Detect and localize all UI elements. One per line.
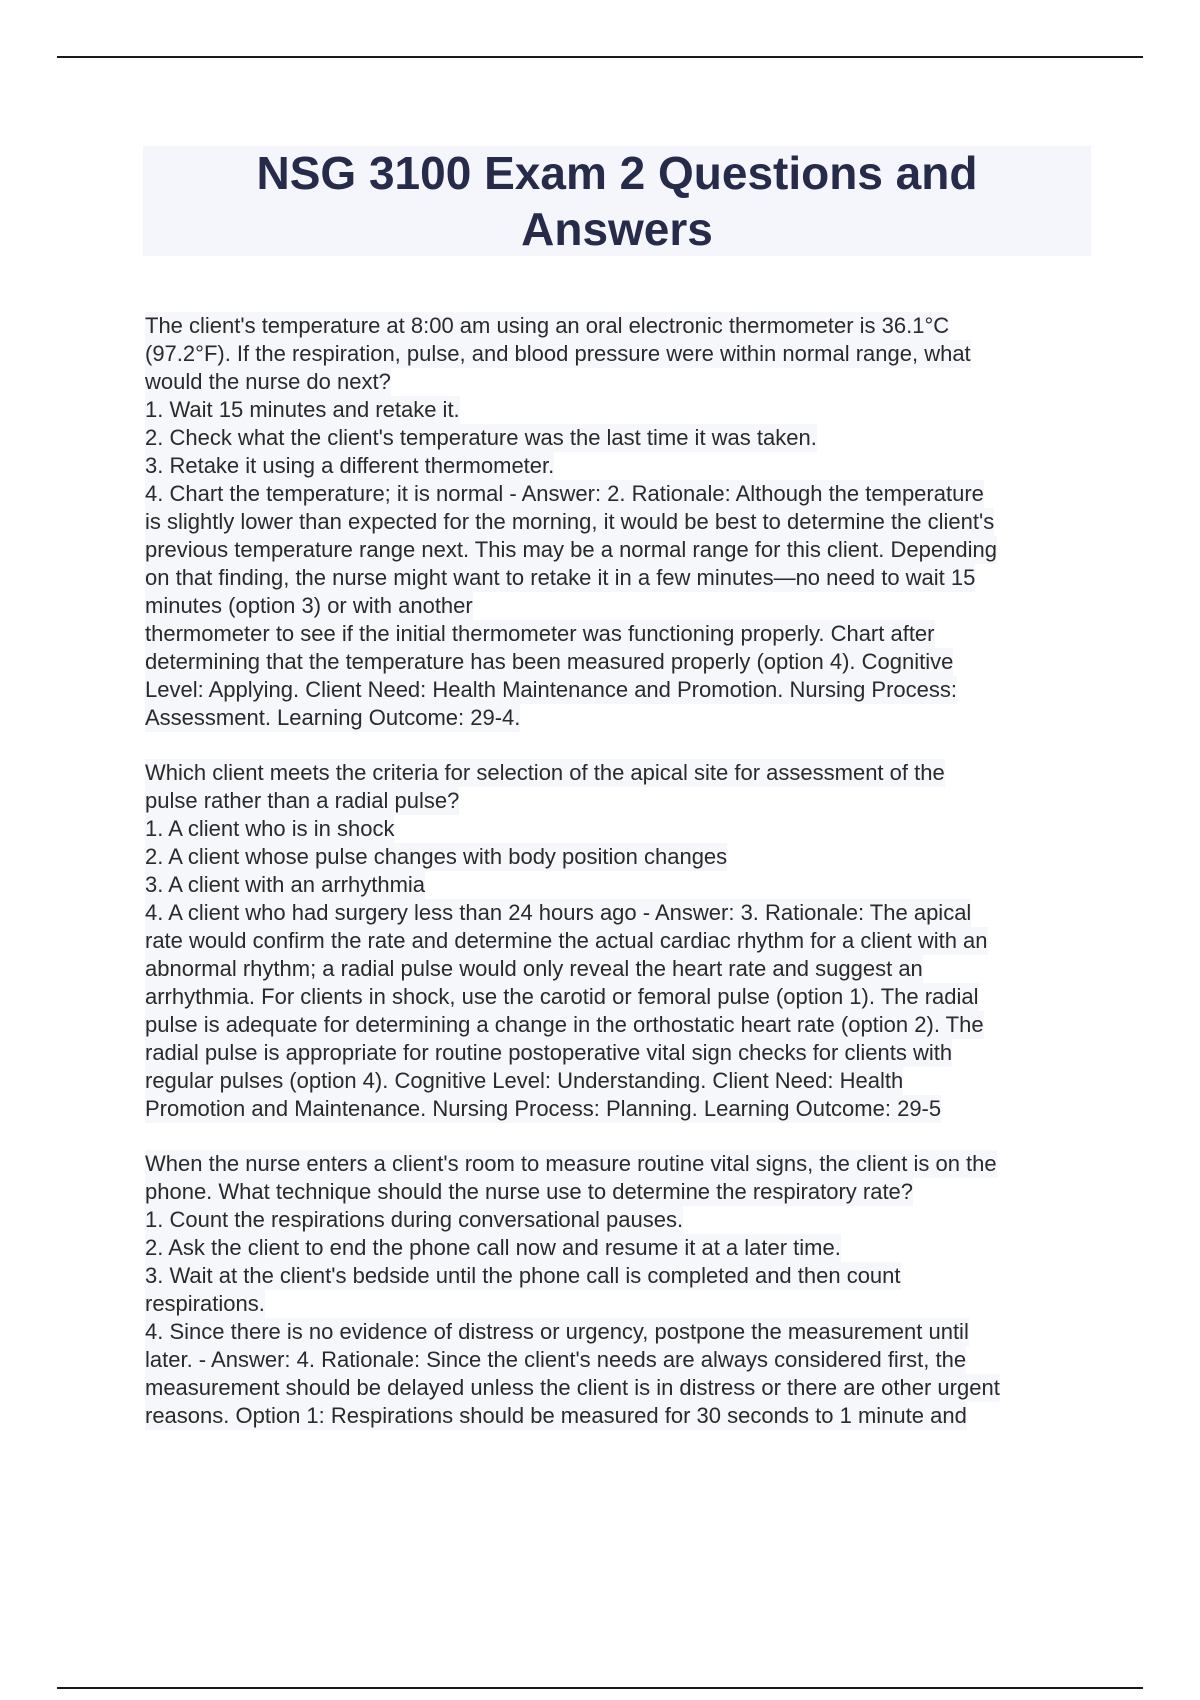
question-text-line: on that finding, the nurse might want to retake it in a few minutes—no need to wait 15 [145, 565, 976, 590]
question-text-line: would the nurse do next? [145, 369, 391, 394]
bottom-rule [57, 1687, 1143, 1689]
question-text-line: When the nurse enters a client's room to measure routine vital signs, the client is on the [145, 1151, 997, 1176]
question-text-line: Level: Applying. Client Need: Health Maintenance and Promotion. Nursing Process: [145, 677, 958, 702]
question-text-line: Assessment. Learning Outcome: 29-4. [145, 705, 521, 730]
question-text-line: 1. Count the respirations during conversational pauses. [145, 1207, 684, 1232]
question-block [145, 759, 1090, 1123]
question-text-line: 2. Check what the client's temperature was the last time it was taken. [145, 425, 817, 450]
question-text-line: phone. What technique should the nurse use to determine the respiratory rate? [145, 1179, 914, 1204]
question-text-line: measurement should be delayed unless the client is in distress or there are other urgent [145, 1375, 1000, 1400]
question-text-line: arrhythmia. For clients in shock, use the carotid or femoral pulse (option 1). The radial [145, 984, 979, 1009]
question-text-line: pulse is adequate for determining a change in the orthostatic heart rate (option 2). The [145, 1012, 984, 1037]
question-text-line: previous temperature range next. This may be a normal range for this client. Depending [145, 537, 997, 562]
document-body [145, 312, 1090, 1457]
question-text-line: minutes (option 3) or with another [145, 593, 473, 618]
question-text-line: 3. Retake it using a different thermometer. [145, 453, 555, 478]
question-text-line: 3. Wait at the client's bedside until the phone call is completed and then count [145, 1263, 901, 1288]
question-text-line: reasons. Option 1: Respirations should be measured for 30 seconds to 1 minute and [145, 1403, 967, 1428]
question-text-line: regular pulses (option 4). Cognitive Level: Understanding. Client Need: Health [145, 1068, 904, 1093]
question-text-line: Promotion and Maintenance. Nursing Process: Planning. Learning Outcome: 29-5 [145, 1096, 942, 1121]
question-text-line: The client's temperature at 8:00 am using an oral electronic thermometer is 36.1°C [145, 313, 950, 338]
question-text-line: is slightly lower than expected for the morning, it would be best to determine the client's [145, 509, 995, 534]
question-text-line: respirations. [145, 1291, 265, 1316]
question-block [145, 1150, 1090, 1430]
question-text-line: 4. Chart the temperature; it is normal - Answer: 2. Rationale: Although the temperature [145, 481, 984, 506]
top-rule [57, 56, 1143, 58]
question-text-line: thermometer to see if the initial thermometer was functioning properly. Chart after [145, 621, 935, 646]
question-text-line: 2. A client whose pulse changes with body position changes [145, 844, 728, 869]
question-text-line: (97.2°F). If the respiration, pulse, and blood pressure were within normal range, what [145, 341, 971, 366]
page-title: NSG 3100 Exam 2 Questions and Answers [256, 147, 978, 255]
question-text-line: rate would confirm the rate and determine the actual cardiac rhythm for a client with an [145, 928, 988, 953]
question-text-line: radial pulse is appropriate for routine postoperative vital sign checks for clients with [145, 1040, 953, 1065]
question-block [145, 312, 1090, 732]
question-text-line: 1. A client who is in shock [145, 816, 395, 841]
question-text-line: 1. Wait 15 minutes and retake it. [145, 397, 460, 422]
title-banner [143, 146, 1091, 256]
question-text-line: Which client meets the criteria for selection of the apical site for assessment of the [145, 760, 945, 785]
question-text-line: 4. A client who had surgery less than 24 hours ago - Answer: 3. Rationale: The apical [145, 900, 972, 925]
question-text-line: determining that the temperature has been measured properly (option 4). Cognitive [145, 649, 954, 674]
question-text-line: 4. Since there is no evidence of distress or urgency, postpone the measurement until [145, 1319, 969, 1344]
question-text-line: later. - Answer: 4. Rationale: Since the client's needs are always considered first, the [145, 1347, 967, 1372]
question-text-line: pulse rather than a radial pulse? [145, 788, 460, 813]
question-text-line: 2. Ask the client to end the phone call now and resume it at a later time. [145, 1235, 841, 1260]
question-text-line: abnormal rhythm; a radial pulse would only reveal the heart rate and suggest an [145, 956, 923, 981]
question-text-line: 3. A client with an arrhythmia [145, 872, 426, 897]
